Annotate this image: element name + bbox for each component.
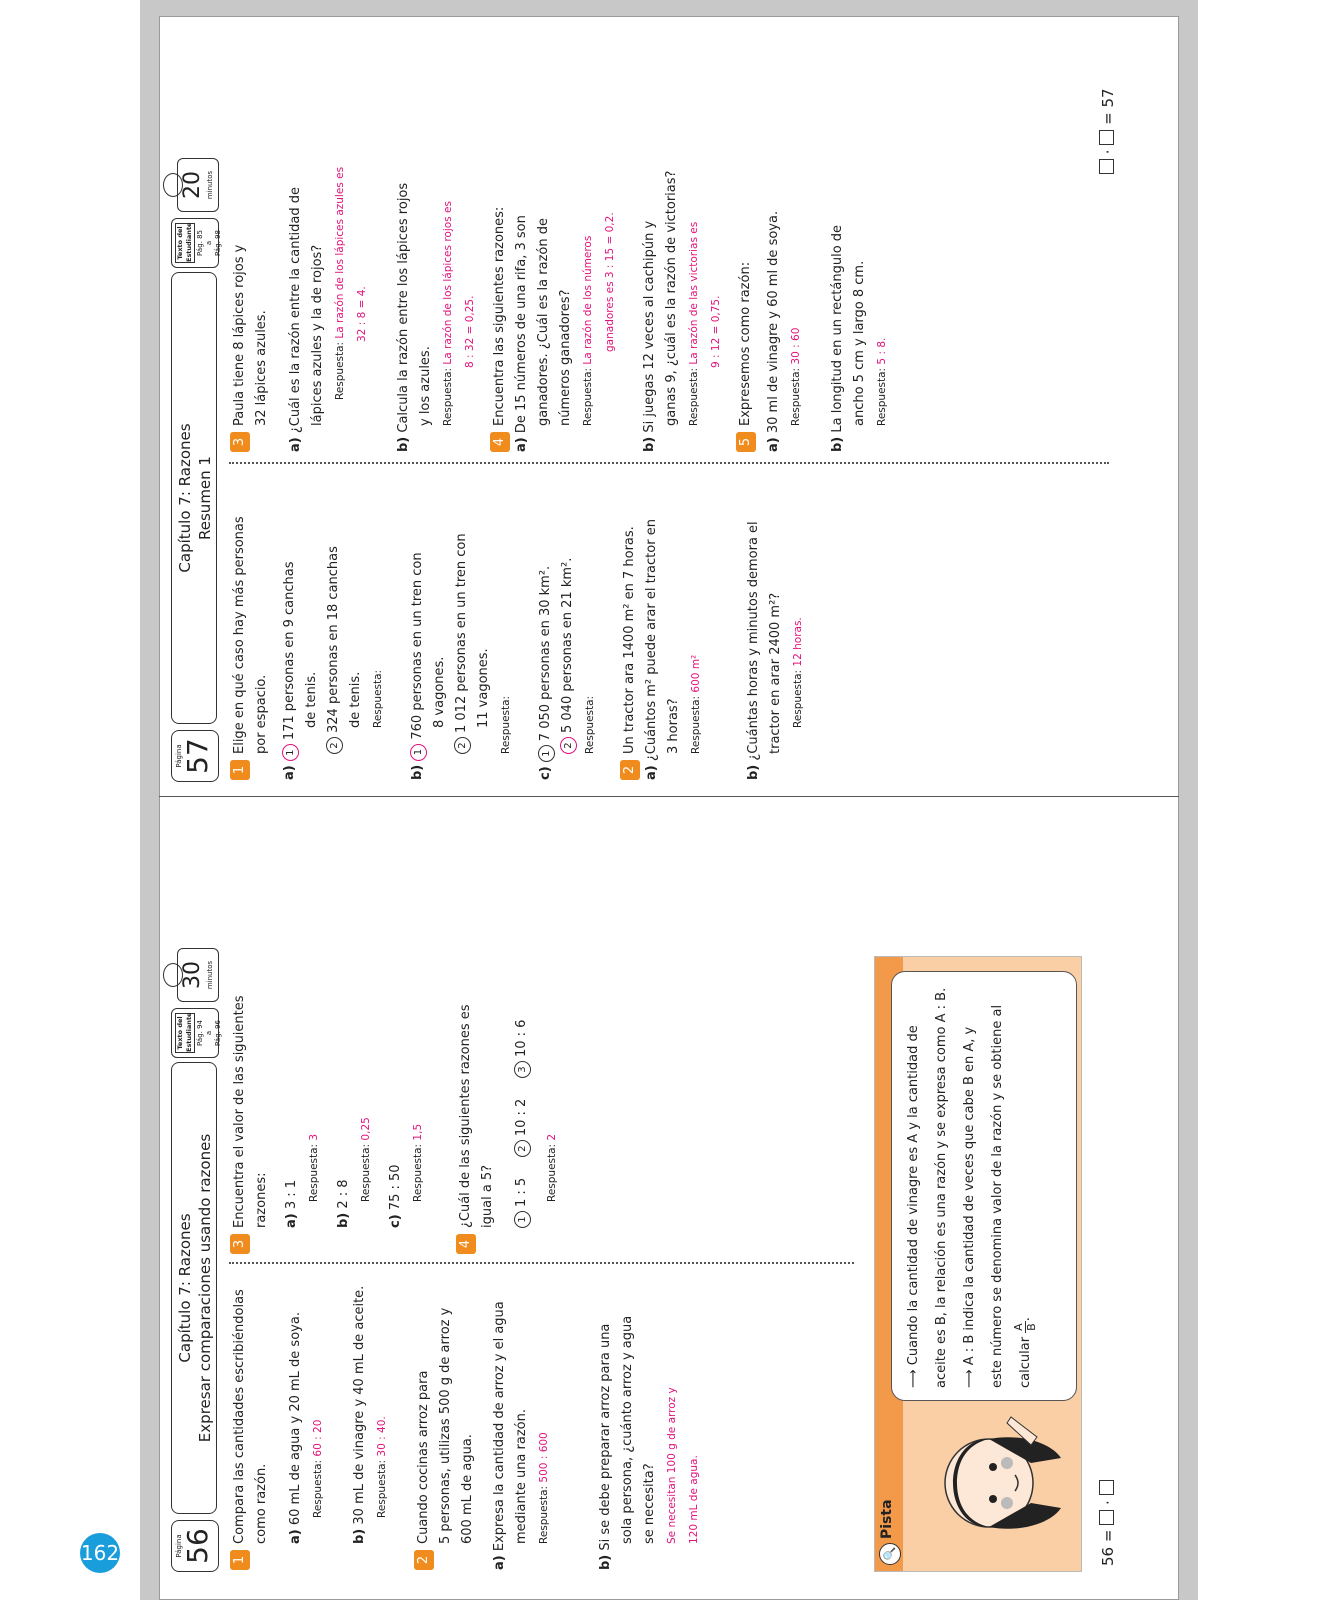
item-text: Calcula la razón entre los lápices rojos (396, 182, 411, 433)
pag-to: Pág. 96 (214, 1020, 222, 1046)
item-label: a) (514, 437, 529, 452)
question-number: 3 (230, 1234, 250, 1254)
question-number: 4 (456, 1234, 476, 1254)
answer-value: La razón de los lápices azules es (334, 166, 346, 339)
question-text: ¿Cuál de las siguientes razones es (458, 1004, 473, 1228)
column-separator (229, 462, 1109, 464)
magnifier-icon: 🔍 (879, 1543, 901, 1565)
hint-title: Pista (879, 1499, 895, 1539)
chapter-title: Capítulo 7: Razones (176, 423, 194, 573)
question-text: Elige en qué caso hay más personas (232, 516, 247, 754)
question-text: Paula tiene 8 lápices rojos y (232, 244, 247, 426)
question-text: Encuentra el valor de las siguientes (232, 995, 247, 1228)
option-number: 1 (538, 745, 555, 762)
item-text: ¿Cuántos m² puede arar el tractor en (644, 519, 659, 762)
answer-label: Respuesta: (372, 669, 384, 728)
question-number: 2 (414, 1550, 434, 1570)
chapter-subtitle: Resumen 1 (196, 456, 214, 540)
option-text: 324 personas en 18 canchas (326, 546, 341, 733)
chapter-title: Capítulo 7: Razones (176, 1213, 194, 1363)
question-text: Expresemos como razón: (738, 261, 753, 426)
page-label: Página (175, 1534, 183, 1558)
question-text: razones: (254, 1172, 269, 1228)
hint-text: aceite es B, la relación es una razón y se expresa como A : B. (934, 987, 949, 1388)
item-label: a) (644, 765, 659, 780)
question-number: 3 (230, 432, 250, 452)
option-text: de tenis. (348, 671, 363, 728)
footer-text: · (1099, 1500, 1117, 1505)
question-text: 600 mL de agua. (460, 1434, 475, 1544)
clock-face (177, 948, 219, 1002)
chapter-title-box (171, 1062, 217, 1514)
item-label: b) (830, 436, 845, 452)
answer-label: Respuesta: (876, 367, 888, 426)
answer-label: Respuesta: (792, 669, 804, 728)
pag-to: Pág. 98 (214, 230, 222, 256)
option-text: 171 personas en 9 canchas (282, 561, 297, 741)
answer-value: 600 m² (690, 654, 702, 693)
checked-option: 1 (282, 744, 299, 761)
minutes-value: 20 (180, 171, 205, 199)
question-text: como razón. (254, 1463, 269, 1544)
answer-value: 60 : 20 (312, 1419, 324, 1457)
option-text: 1 012 personas en un tren con (454, 533, 469, 733)
answer-label: Respuesta: (688, 367, 700, 426)
answer-value: 1,5 (412, 1123, 424, 1141)
item-text: 3 horas? (666, 698, 681, 754)
answer-value: La razón de las victorias es (688, 221, 700, 365)
item-label: a) (766, 437, 781, 452)
item-text: ganas 9, ¿cuál es la razón de victorias? (664, 170, 679, 426)
answer-value: 0,25 (360, 1117, 372, 1141)
page-num: 57 (181, 738, 214, 774)
page-num: 56 (181, 1528, 214, 1564)
answer-label: Respuesta: (538, 1485, 550, 1544)
answer-label: Respuesta: (442, 367, 454, 426)
checked-option: 2 (560, 737, 577, 754)
item-text: 30 ml de vinagre y 60 ml de soya. (766, 210, 781, 434)
answer-label: Respuesta: (546, 1143, 558, 1202)
item-text: 3 : 1 (284, 1179, 299, 1210)
footer-equation (1099, 1480, 1117, 1566)
item-label: c) (538, 766, 553, 780)
left-column-2 (229, 954, 563, 1254)
answer-label: Respuesta: (584, 695, 596, 754)
girl-illustration (911, 1403, 1071, 1563)
answer-value: 500 : 600 (538, 1432, 550, 1483)
answer-value: Se necesitan 100 g de arroz y (666, 1387, 678, 1544)
pag-a: a (205, 1030, 213, 1036)
option-text: 1 : 5 (514, 1177, 529, 1207)
right-column-1 (229, 470, 809, 780)
answer-value: La razón de los lápices rojos es (442, 201, 454, 365)
option-number: 1 (514, 1211, 531, 1228)
question-number: 4 (490, 432, 510, 452)
blank-box (1099, 130, 1114, 145)
hint-bubble: ⟶ Cuando la cantidad de vinagre es A y la cantidad de aceite es B, la relación es una razón y se expresa como A : B. ⟶ A : B indica la cantidad de veces que cabe B en A, y este número se denomina valor de la razón y se obtiene al calcular A B . (891, 971, 1077, 1401)
option-text: 5 040 personas en 21 km². (560, 557, 575, 733)
question-text: 5 personas, utilizas 500 g de arroz y (438, 1307, 453, 1544)
blank-box (1099, 1480, 1114, 1495)
fraction-numerator: A (1012, 1323, 1025, 1331)
item-text: Si se debe preparar arroz para una (598, 1323, 613, 1551)
answer-label: Respuesta: (412, 1143, 424, 1202)
item-text: lápices azules y la de rojos? (310, 244, 325, 426)
minutes-label: minutos (206, 960, 214, 990)
item-text: Si juegas 12 veces al cachipún y (642, 220, 657, 433)
item-label: b) (336, 1212, 351, 1228)
option-number: 2 (326, 737, 343, 754)
pag-from: Pág. 94 (196, 1020, 204, 1046)
item-text: sola persona, ¿cuánto arroz y agua (620, 1315, 635, 1544)
answer-label: Respuesta: (376, 1459, 388, 1518)
question-text: Cuando cocinas arroz para (416, 1370, 431, 1544)
fraction (1013, 1321, 1038, 1333)
option-text: 10 : 2 (514, 1098, 529, 1137)
option-text: 8 vagones. (432, 656, 447, 728)
item-label: b) (642, 436, 657, 452)
answer-label: Respuesta: (500, 695, 512, 754)
option-number: 3 (514, 1061, 531, 1078)
checked-option: 1 (410, 744, 427, 761)
page-56 (159, 804, 1179, 1584)
item-label: c) (388, 1214, 403, 1228)
item-text: 60 mL de agua y 20 mL de soya. (288, 1312, 303, 1526)
item-label: b) (746, 764, 761, 780)
option-text: 10 : 6 (514, 1019, 529, 1057)
clock-face (177, 158, 219, 212)
question-text: Encuentra las siguientes razones: (492, 206, 507, 426)
texto-tag: Texto del Estudiante (176, 1012, 193, 1052)
question-number: 5 (736, 432, 756, 452)
answer-value: ganadores es 3 : 15 = 0,2. (604, 212, 616, 352)
hint-text: Cuando la cantidad de vinagre es A y la cantidad de (906, 1025, 921, 1366)
answer-value: 3 (308, 1133, 320, 1141)
item-label: b) (410, 764, 425, 780)
item-text: 75 : 50 (388, 1164, 403, 1211)
footer-text: · (1099, 149, 1117, 155)
hint-text: A : B indica la cantidad de veces que cabe B en A, y (962, 1026, 977, 1366)
answer-label: Respuesta: (334, 341, 346, 400)
answer-value: La razón de los números (582, 235, 594, 365)
fraction-denominator: B (1025, 1323, 1038, 1331)
page-label: Página (175, 744, 183, 768)
chapter-subtitle: Expresar comparaciones usando razones (196, 1133, 214, 1443)
answer-value: 8 : 32 = 0,25. (464, 295, 476, 368)
item-text: y los azules. (418, 346, 433, 426)
answer-value: 2 (546, 1133, 558, 1141)
arrow-icon: ⟶ (906, 1369, 921, 1388)
item-text: ¿Cuál es la razón entre la cantidad de (288, 186, 303, 434)
option-text: 7 050 personas en 30 km². (538, 565, 553, 742)
answer-value: 30 : 60 (790, 327, 802, 365)
texto-estudiante-box (171, 1008, 222, 1058)
answer-value: 9 : 12 = 0,75. (710, 295, 722, 368)
question-text: Un tractor ara 1400 m² en 7 horas. (622, 526, 637, 754)
question-text: igual a 5? (480, 1164, 495, 1228)
page-number-badge: 162 (80, 1533, 120, 1573)
minutes-label: minutos (206, 170, 214, 200)
item-text: se necesita? (642, 1463, 657, 1544)
minutes-value: 30 (180, 961, 205, 989)
item-label: b) (396, 436, 411, 452)
left-column-1 (229, 1270, 705, 1570)
arrow-icon: ⟶ (962, 1369, 977, 1388)
clock-icon (163, 154, 221, 212)
rotated-content (159, 4, 1179, 1584)
footer-text: 56 = (1099, 1529, 1117, 1566)
page-57 (159, 14, 1179, 794)
answer-label: Respuesta: (312, 1459, 324, 1518)
answer-label: Respuesta: (308, 1143, 320, 1202)
item-text: ancho 5 cm y largo 8 cm. (852, 260, 867, 426)
item-label: b) (352, 1528, 367, 1544)
column-separator (229, 1262, 854, 1264)
item-text: ganadores. ¿Cuál es la razón de (536, 218, 551, 426)
pag-a: a (205, 240, 213, 246)
item-text: tractor en arar 2400 m²? (768, 592, 783, 754)
question-text: Compara las cantidades escribiéndolas (232, 1289, 247, 1544)
option-number: 2 (454, 737, 471, 754)
item-text: números ganadores? (558, 289, 573, 426)
answer-label: Respuesta: (360, 1143, 372, 1202)
item-text: De 15 números de una rifa, 3 son (514, 215, 529, 434)
question-number: 2 (620, 760, 640, 780)
question-number: 1 (230, 1550, 250, 1570)
question-number: 1 (230, 760, 250, 780)
question-text: por espacio. (254, 674, 269, 754)
texto-estudiante-box (171, 218, 222, 268)
answer-label: Respuesta: (790, 367, 802, 426)
texto-tag: Texto del Estudiante (176, 222, 193, 262)
chapter-title-box (171, 272, 217, 724)
hint-text: este número se denomina valor de la razón y se obtiene al (990, 1004, 1005, 1388)
hint-box (874, 956, 1082, 1572)
page-number-box (171, 730, 219, 782)
right-column-2 (229, 32, 893, 452)
blank-box (1099, 159, 1114, 174)
item-text: 2 : 8 (336, 1179, 351, 1209)
item-text: mediante una razón. (514, 1409, 529, 1544)
question-text: 32 lápices azules. (254, 310, 269, 426)
item-text: Expresa la cantidad de arroz y el agua (492, 1301, 507, 1552)
footer-text: = 57 (1099, 88, 1117, 125)
answer-value: 5 : 8. (876, 337, 888, 365)
page-number-box (171, 1520, 219, 1572)
option-text: de tenis. (304, 671, 319, 728)
item-text: La longitud en un rectángulo de (830, 224, 845, 433)
item-label: a) (284, 1213, 299, 1228)
item-label: b) (598, 1554, 613, 1570)
option-number: 2 (514, 1140, 531, 1157)
option-text: 760 personas en un tren con (410, 552, 425, 740)
answer-value: 30 : 40. (376, 1416, 388, 1457)
answer-label: Respuesta: (582, 367, 594, 426)
item-label: a) (288, 437, 303, 452)
option-text: 11 vagones. (476, 648, 491, 728)
clock-icon (163, 944, 221, 1002)
answer-value: 32 : 8 = 4. (356, 286, 368, 342)
pag-from: Pág. 85 (196, 230, 204, 256)
item-label: a) (492, 1555, 507, 1570)
hint-text: calcular (1018, 1336, 1033, 1388)
answer-value: 120 mL de agua. (688, 1455, 700, 1544)
blank-box (1099, 1510, 1114, 1525)
item-text: ¿Cuántas horas y minutos demora el (746, 521, 761, 761)
item-label: a) (282, 765, 297, 780)
answer-value: 12 horas. (792, 617, 804, 667)
item-text: 30 mL de vinagre y 40 mL de aceite. (352, 1285, 367, 1525)
footer-equation (1099, 88, 1117, 174)
answer-label: Respuesta: (690, 695, 702, 754)
item-label: a) (288, 1529, 303, 1544)
